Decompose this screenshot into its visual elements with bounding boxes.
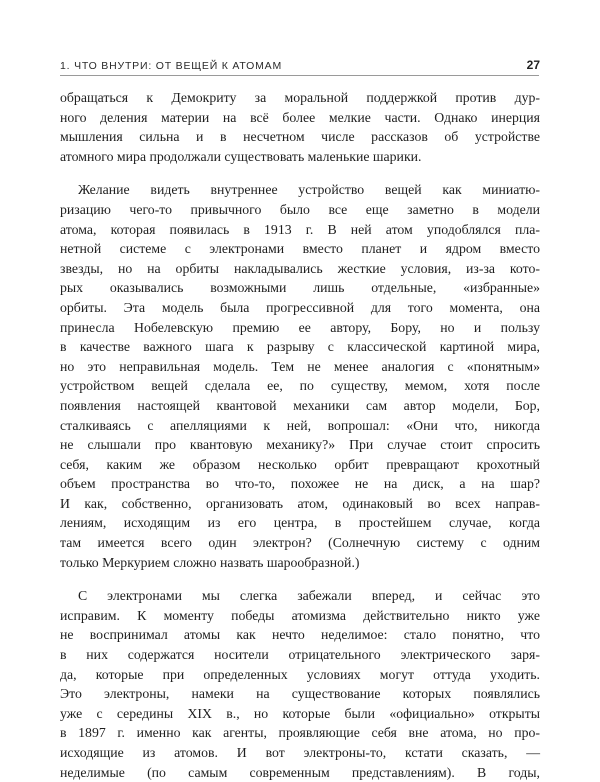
text-line: в качестве важного шага к разрыву с классической картиной мира, — [60, 339, 540, 355]
text-line: нетной системе с электронами вместо планет и ядром вместо — [60, 241, 540, 257]
text-line: неделимые (по самым современным представлениям). В годы, — [60, 764, 540, 780]
text-line: не воспринимал атомы как нечто неделимое: стало понятно, что — [60, 627, 540, 643]
text-line: ризацию чего-то привычного было все еще заметно в модели — [60, 201, 540, 217]
text-line: рых оказывались возможными лишь отдельные, «избранные» — [60, 280, 540, 296]
text-line: сталкиваясь с апелляциями к ней, вопрошал: «Они что, никогда — [60, 417, 540, 433]
text-line: Это электроны, намеки на существование которых появлялись — [60, 686, 540, 702]
page-number: 27 — [526, 58, 540, 72]
text-line: уже с середины XIX в., но которые были «официально» открыты — [60, 705, 540, 721]
text-line: только Меркурием сложно назвать шарообразной.) — [60, 554, 360, 570]
paragraph — [60, 586, 540, 782]
body-text — [60, 88, 540, 782]
chapter-title: 1. ЧТО ВНУТРИ: ОТ ВЕЩЕЙ К АТОМАМ — [60, 60, 282, 72]
text-line: но это неправильная модель. Тем не менее аналогия с «понятным» — [60, 358, 540, 374]
paragraph-gap — [60, 572, 540, 586]
paragraph — [60, 180, 540, 572]
text-line: исходящие из атомов. И вот электроны-то, кстати сказать, — — [60, 745, 540, 760]
text-line: объем пространства во что-то, похожее не на диск, а на шар? — [60, 476, 540, 492]
text-line: не слышали про квантовую механику?» При случае стоит спросить — [60, 437, 540, 453]
text-line: лениям, исходящим из его центра, в простейшем случае, когда — [60, 515, 540, 531]
text-line: мышления сильна и в несчетном числе рассказов об устройстве — [60, 129, 540, 145]
text-line: ного деления материи на всё более мелкие части. Однако инерция — [60, 109, 540, 125]
text-line: в 1897 г. именно как агенты, проявляющие себя вне атома, но про- — [60, 725, 540, 741]
text-line: появления настоящей квантовой механики сам автор модели, Бор, — [60, 397, 540, 413]
text-line: да, которые при определенных условиях могут оттуда уходить. — [60, 666, 540, 682]
text-line: принесла Нобелевскую премию ее автору, Бору, но и пользу — [60, 319, 540, 335]
header-rule — [60, 75, 539, 76]
text-line: звезды, но на орбиты накладывались жесткие условия, из-за кото- — [60, 260, 540, 276]
paragraph — [60, 88, 540, 166]
text-line: обращаться к Демокриту за моральной поддержкой против дур- — [60, 90, 540, 105]
text-line: орбиты. Эта модель была прогрессивной для того момента, она — [60, 299, 540, 315]
text-line: И как, собственно, организовать атом, одинаковый во всех направ- — [60, 495, 540, 511]
text-line: там имеется всего один электрон? (Солнечную систему с одним — [60, 535, 540, 551]
text-line: себя, каким же образом несколько орбит превращают крохотный — [60, 456, 540, 472]
text-line: атомного мира продолжали существовать маленькие шарики. — [60, 148, 422, 164]
running-head — [60, 50, 540, 72]
paragraph-gap — [60, 166, 540, 180]
text-line: в них содержатся носители отрицательного электрического заря- — [60, 647, 540, 663]
text-line: С электронами мы слегка забежали вперед, и сейчас это — [78, 588, 540, 604]
text-line: устройством вещей сделала ее, по существу, мемом, хотя после — [60, 378, 540, 394]
text-line: исправим. К моменту победы атомизма действительно никто уже — [60, 607, 540, 623]
text-line: атома, которая появилась в 1913 г. В ней атом уподоблялся пла- — [60, 221, 540, 237]
text-line: Желание видеть внутреннее устройство вещей как миниатю- — [78, 182, 540, 198]
